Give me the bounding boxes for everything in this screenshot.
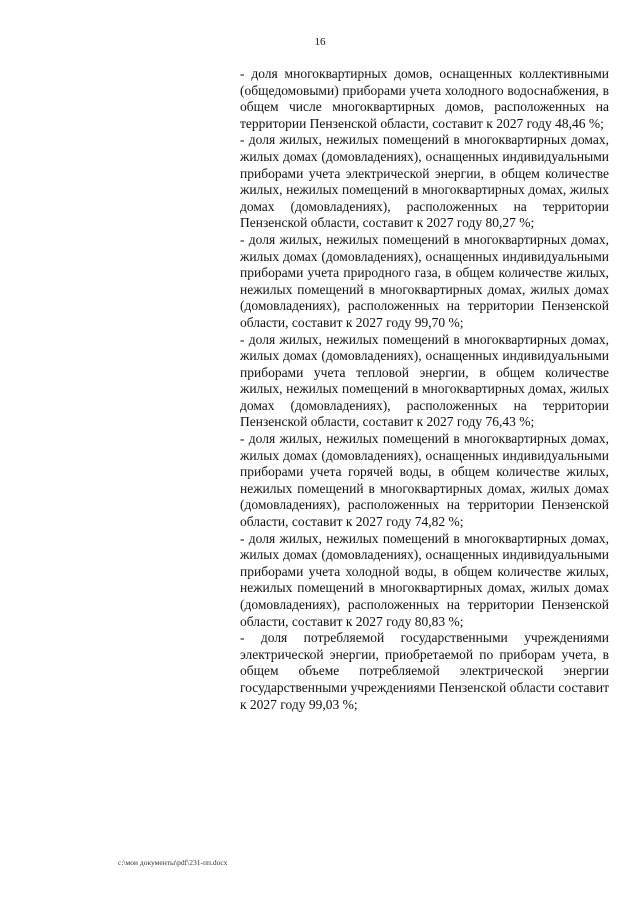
paragraph-hot-water-meters: - доля жилых, нежилых помещений в многоквартирных домах, жилых домах (домовладениях), оснащенных индивидуальными приборами учета горячей воды, в общем количестве жилых, нежилых помещений в многоквартирных домах, жилых домах (домовладениях), расположенных на территории Пензенской области, составит к 2027 году 74,82 %; <box>240 431 609 530</box>
paragraph-state-institutions-electricity: - доля потребляемой государственными учреждениями электрической энергии, приобретаемой по приборам учета, в общем объеме потребляемой электрической энергии государственными учреждениями Пензенской области составит к 2027 году 99,03 %; <box>240 630 609 712</box>
paragraph-electricity-meters: - доля жилых, нежилых помещений в многоквартирных домах, жилых домах (домовладениях), оснащенных индивидуальными приборами учета электрической энергии, в общем количестве жилых, нежилых помещений в многоквартирных домах, жилых домах (домовладениях), расположенных на территории Пензенской области, составит к 2027 году 80,27 %; <box>240 132 609 231</box>
paragraph-gas-meters: - доля жилых, нежилых помещений в многоквартирных домах, жилых домах (домовладениях), оснащенных индивидуальными приборами учета природного газа, в общем количестве жилых, нежилых помещений в многоквартирных домах, жилых домах (домовладениях), расположенных на территории Пензенской области, составит к 2027 году 99,70 %; <box>240 231 609 330</box>
paragraph-heat-meters: - доля жилых, нежилых помещений в многоквартирных домах, жилых домах (домовладениях), оснащенных индивидуальными приборами учета тепловой энергии, в общем количестве жилых, нежилых помещений в многоквартирных домах, жилых домах (домовладениях), расположенных на территории Пензенской области, составит к 2027 году 76,43 %; <box>240 331 609 430</box>
paragraph-mkd-cold-water-collective: - доля многоквартирных домов, оснащенных коллективными (общедомовыми) приборами учета холодного водоснабжения, в общем числе многоквартирных домов, расположенных на территории Пензенской области, составит к 2027 году 48,46 %; <box>240 66 609 131</box>
footer-file-path: c:\мои документы\pdf\231-пп.docx <box>118 858 228 867</box>
page-number: 16 <box>314 36 326 48</box>
document-body <box>240 66 609 713</box>
paragraph-cold-water-meters: - доля жилых, нежилых помещений в многоквартирных домах, жилых домах (домовладениях), оснащенных индивидуальными приборами учета холодной воды, в общем количестве жилых, нежилых помещений в многоквартирных домах, жилых домах (домовладениях), расположенных на территории Пензенской области, составит к 2027 году 80,83 %; <box>240 530 609 629</box>
